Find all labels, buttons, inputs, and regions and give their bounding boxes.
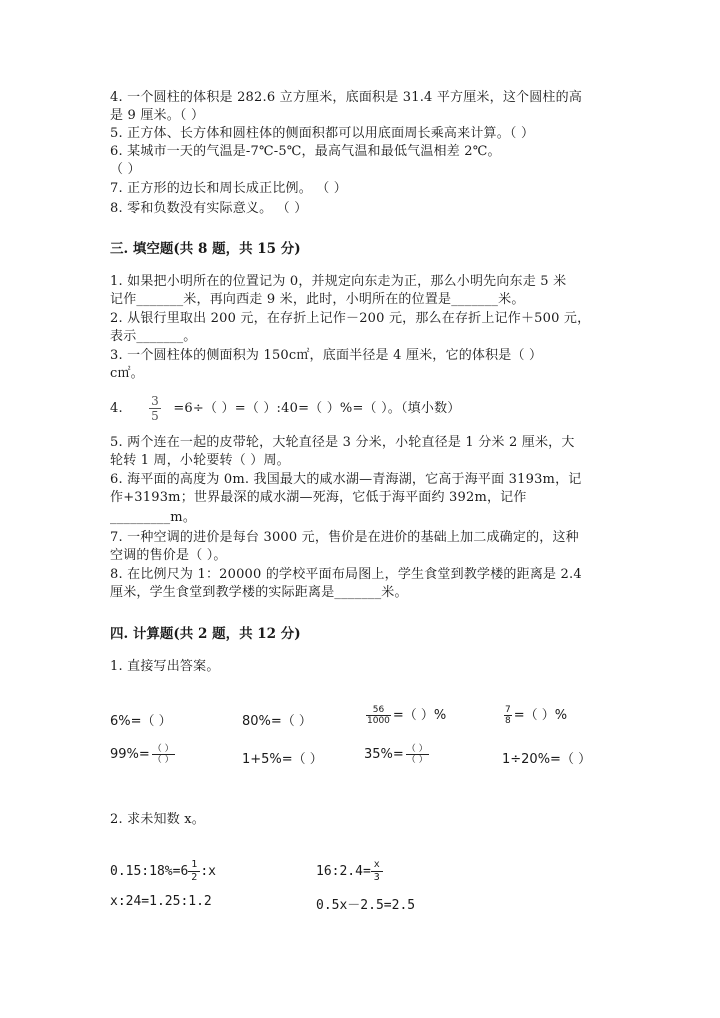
calc-eq2-num: x [371, 859, 383, 872]
calc-eq1 [110, 859, 216, 884]
calc-r1c4-rest: =（ ）% [513, 708, 568, 723]
calc-eq4: 0.5x－2.5=2.5 [316, 898, 416, 913]
calc-r2c3 [364, 744, 431, 765]
calc-r2c2: 1+5%=（ ） [242, 752, 323, 767]
judge-q6-line2: （ ） [110, 162, 141, 177]
calc-r1c3 [364, 704, 446, 726]
calc-r2c3-fraction [406, 744, 429, 765]
calc-r2c1-num: （ ） [152, 744, 174, 754]
calc-eq1-post: :x [200, 864, 216, 879]
calc-r2c4: 1÷20%=（ ） [502, 752, 592, 767]
calc-r2c1 [110, 744, 177, 765]
calc-r2c3-pre: 35%= [364, 747, 404, 762]
fill-q6-line1: 6. 海平面的高度为 0m. 我国最大的咸水湖—青海湖，它高于海平面 3193m，记 [110, 472, 582, 487]
calc-eq2-den: 3 [373, 872, 380, 883]
calc-eq2-fraction [371, 859, 383, 884]
calc-r2c3-num: （ ） [406, 744, 428, 754]
judge-q4-line1: 4. 一个圆柱的体积是 282.6 立方厘米，底面积是 31.4 平方厘米，这个圆柱的高 [110, 90, 583, 105]
judge-q7: 7. 正方形的边长和周长成正比例。 （ ） [110, 181, 348, 196]
fill-q3-line2: c㎡。 [110, 366, 144, 381]
calc-eq2 [316, 859, 383, 884]
fill-q5-line1: 5. 两个连在一起的皮带轮，大轮直径是 3 分米，小轮直径是 1 分米 2 厘米，大 [110, 435, 575, 450]
judge-q5: 5. 正方体、长方体和圆柱体的侧面积都可以用底面周长乘高来计算。（ ） [110, 126, 535, 141]
calc-r1c3-fraction [366, 705, 391, 726]
calc-r2c3-den: （ ） [406, 755, 428, 765]
fill-q1-line2: 记作_______米，再向西走 9 米，此时，小明所在的位置是_______米。 [110, 292, 525, 307]
fill-q3-line1: 3. 一个圆柱体的侧面积为 150c㎡，底面半径是 4 厘米，它的体积是（ ） [110, 348, 543, 363]
fill-q4-prefix: 4. [110, 401, 123, 416]
calc-r1c3-num: 56 [366, 705, 391, 716]
calc-r1c4-fraction [504, 705, 512, 726]
calc-r2c1-pre: 99%= [110, 747, 150, 762]
fill-q8-line2: 厘米，学生食堂到教学楼的实际距离是_______米。 [110, 585, 408, 600]
fill-q4-frac-den: 5 [151, 409, 159, 423]
fill-q7-line2: 空调的售价是（ ）。 [110, 548, 227, 563]
judge-q6-line1: 6. 某城市一天的气温是-7℃-5℃，最高气温和最低气温相差 2℃。 [110, 144, 501, 159]
calc-r1c4-num: 7 [505, 705, 511, 715]
calc-r1c2: 80%=（ ） [242, 714, 312, 729]
fill-q5-line2: 轮转 1 周，小轮要转（ ）周。 [110, 453, 290, 468]
fill-q6-line3: _________m。 [110, 510, 197, 525]
fill-q2-line2: 表示_______。 [110, 329, 197, 344]
fill-heading: 三. 填空题(共 8 题，共 15 分) [110, 241, 301, 257]
fill-q4-fraction [149, 394, 161, 423]
calc-r1c1: 6%=（ ） [110, 714, 172, 729]
judge-q4-line2: 是 9 厘米。（ ） [110, 108, 205, 123]
fill-q7-line1: 7. 一种空调的进价是每台 3000 元，售价是在进价的基础上加二成确定的，这种 [110, 530, 579, 545]
fill-q2-line1: 2. 从银行里取出 200 元，在存折上记作－200 元，那么在存折上记作＋500 元， [110, 311, 591, 326]
calc-r2c1-den: （ ） [152, 755, 174, 765]
calc-r2c1-fraction [152, 744, 175, 765]
fill-q6-line2: 作+3193m；世界最深的咸水湖—死海，它低于海平面约 392m，记作 [110, 490, 527, 505]
calc-r1c4-den: 8 [505, 716, 511, 726]
calc-eq1-num: 1 [188, 859, 200, 872]
judge-q8: 8. 零和负数没有实际意义。 （ ） [110, 201, 308, 216]
calc-r1c3-den: 1000 [367, 716, 390, 726]
calc-q1-title: 1. 直接写出答案。 [110, 659, 220, 674]
calc-r1c3-rest: =（ ）% [392, 708, 447, 723]
fill-q8-line1: 8. 在比例尺为 1：20000 的学校平面布局图上，学生食堂到教学楼的距离是 2.4 [110, 567, 582, 582]
calc-eq1-den: 2 [191, 872, 198, 883]
calc-eq3: x:24=1.25:1.2 [110, 894, 212, 909]
calc-r1c4 [502, 704, 567, 726]
calc-q2-title: 2. 求未知数 x。 [110, 812, 205, 827]
calc-eq1-pre: 0.15:18%=6 [110, 864, 189, 879]
calc-heading: 四. 计算题(共 2 题，共 12 分) [110, 626, 301, 642]
fill-q4-rest: =6÷（ ）=（ ）:40=（ ）%=（ ）。（填小数） [173, 401, 461, 416]
fill-q4-frac-num: 3 [151, 394, 159, 408]
fill-q1-line1: 1. 如果把小明所在的位置记为 0，并规定向东走为正，那么小明先向东走 5 米 [110, 274, 567, 289]
calc-eq1-fraction [188, 859, 200, 884]
fill-q4 [110, 394, 460, 423]
calc-eq2-pre: 16:2.4= [316, 864, 371, 879]
